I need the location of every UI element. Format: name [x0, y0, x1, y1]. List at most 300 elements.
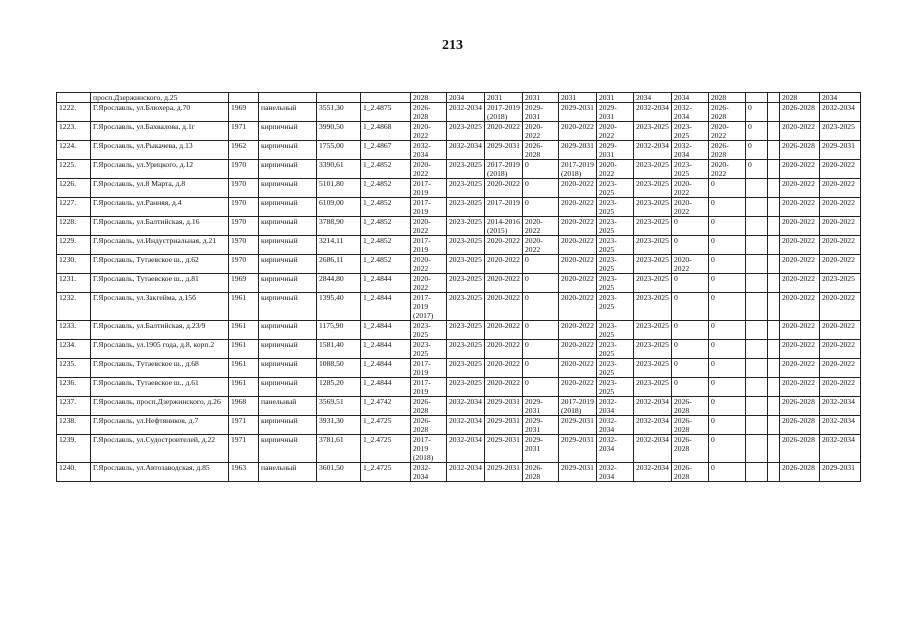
table-row	[57, 274, 861, 293]
table-row	[57, 122, 861, 141]
area-cell: 1581,40	[317, 340, 361, 359]
period-cell: 2020-2022	[709, 122, 746, 141]
area-cell: 1175,90	[317, 321, 361, 340]
period-cell: 2026-2028	[709, 103, 746, 122]
period-cell: 0	[709, 378, 746, 397]
code-cell: 1_2.4852	[361, 217, 411, 236]
address-cell: Г.Ярославль, ул.Автозаводская, д.85	[91, 463, 229, 482]
period-cell: 2026-2028	[709, 141, 746, 160]
period-cell: 2032-2034	[447, 103, 485, 122]
period-cell: 2023-2025	[447, 359, 485, 378]
period-cell: 2023-2025	[634, 321, 672, 340]
table-row	[57, 141, 861, 160]
period-cell: 2023-2025	[447, 255, 485, 274]
period-cell: 2020-2022	[485, 122, 523, 141]
code-cell: 1_2.4844	[361, 293, 411, 321]
row-number: 1234.	[57, 340, 91, 359]
period-cell: 2026-2028	[672, 463, 709, 482]
period-cell: 2032-2034	[411, 141, 447, 160]
material-cell: кирпичный	[259, 340, 317, 359]
row-number: 1224.	[57, 141, 91, 160]
material-cell: кирпичный	[259, 160, 317, 179]
period-cell: 2029-2031	[485, 463, 523, 482]
address-cell: Г.Ярославль, ул.8 Марта, д.8	[91, 179, 229, 198]
period-cell: 2020-2022	[559, 217, 597, 236]
table-row	[57, 435, 861, 463]
period-cell: 2023-2025	[447, 378, 485, 397]
table-row	[57, 359, 861, 378]
table-row	[57, 293, 861, 321]
address-cell: Г.Ярославль, ул.Закгейма, д.15б	[91, 293, 229, 321]
period-cell: 2020-2022	[485, 274, 523, 293]
table-row	[57, 103, 861, 122]
period-cell: 2028	[780, 93, 820, 103]
year-cell: 1961	[229, 293, 259, 321]
row-number: 1229.	[57, 236, 91, 255]
period-cell: 2032-2034	[820, 103, 861, 122]
table-row	[57, 397, 861, 416]
code-cell: 1_2.4725	[361, 416, 411, 435]
period-cell: 2029-2031	[559, 141, 597, 160]
period-cell: 2023-2025	[447, 321, 485, 340]
code-cell: 1_2.4852	[361, 255, 411, 274]
table-row	[57, 160, 861, 179]
period-cell: 2020-2022	[485, 378, 523, 397]
material-cell: панельный	[259, 397, 317, 416]
address-cell: Г.Ярославль, Тутаевское ш., д.61	[91, 378, 229, 397]
period-cell: 2023-2025	[634, 179, 672, 198]
table-row	[57, 416, 861, 435]
period-cell: 2017-2019 (2017)	[411, 293, 447, 321]
period-cell: 0	[523, 293, 559, 321]
code-cell: 1_2.4844	[361, 274, 411, 293]
period-cell: 2020-2022	[411, 160, 447, 179]
period-cell: 2032-2034	[634, 416, 672, 435]
period-cell	[768, 340, 780, 359]
period-cell: 2029-2031	[597, 141, 634, 160]
code-cell: 1_2.4868	[361, 122, 411, 141]
period-cell: 2032-2034	[634, 103, 672, 122]
area-cell: 1755,00	[317, 141, 361, 160]
period-cell: 2034	[672, 93, 709, 103]
period-cell: 2032-2034	[634, 435, 672, 463]
period-cell: 2020-2022	[780, 255, 820, 274]
period-cell: 0	[523, 340, 559, 359]
period-cell: 0	[709, 179, 746, 198]
year-cell: 1961	[229, 359, 259, 378]
period-cell: 2032-2034	[597, 435, 634, 463]
period-cell: 2023-2025	[634, 198, 672, 217]
period-cell: 0	[672, 378, 709, 397]
period-cell: 2026-2028	[411, 103, 447, 122]
period-cell: 2032-2034	[411, 463, 447, 482]
period-cell: 2020-2022	[523, 217, 559, 236]
period-cell	[746, 397, 768, 416]
period-cell: 0	[523, 378, 559, 397]
period-cell: 2023-2025	[634, 274, 672, 293]
area-cell: 6109,00	[317, 198, 361, 217]
period-cell	[768, 397, 780, 416]
period-cell: 2020-2022	[597, 122, 634, 141]
table-row	[57, 340, 861, 359]
period-cell: 2020-2022	[820, 160, 861, 179]
period-cell: 2023-2025	[447, 340, 485, 359]
period-cell: 2020-2022	[820, 340, 861, 359]
period-cell: 2032-2034	[597, 463, 634, 482]
period-cell: 2020-2022	[523, 236, 559, 255]
material-cell: кирпичный	[259, 217, 317, 236]
period-cell: 2026-2028	[672, 397, 709, 416]
period-cell: 2020-2022	[411, 255, 447, 274]
area-cell: 1088,50	[317, 359, 361, 378]
period-cell	[746, 274, 768, 293]
period-cell: 2020-2022	[411, 217, 447, 236]
period-cell: 2023-2025	[672, 122, 709, 141]
area-cell: 3990,50	[317, 122, 361, 141]
period-cell: 0	[523, 255, 559, 274]
period-cell: 2034	[447, 93, 485, 103]
area-cell: 2686,11	[317, 255, 361, 274]
period-cell: 2026-2028	[780, 463, 820, 482]
period-cell: 2029-2031	[559, 435, 597, 463]
period-cell	[768, 293, 780, 321]
period-cell: 2017-2019	[411, 378, 447, 397]
period-cell: 0	[709, 236, 746, 255]
period-cell: 2023-2025	[597, 321, 634, 340]
period-cell: 2023-2025	[447, 236, 485, 255]
year-cell: 1970	[229, 236, 259, 255]
area-cell: 1285,20	[317, 378, 361, 397]
period-cell: 0	[672, 321, 709, 340]
period-cell: 2020-2022	[672, 198, 709, 217]
period-cell: 2017-2019 (2018)	[559, 160, 597, 179]
period-cell: 2020-2022	[820, 321, 861, 340]
period-cell	[746, 217, 768, 236]
period-cell: 2023-2025	[447, 122, 485, 141]
period-cell	[768, 321, 780, 340]
period-cell: 2020-2022	[780, 359, 820, 378]
period-cell: 2026-2028	[672, 435, 709, 463]
table-row	[57, 255, 861, 274]
year-cell: 1961	[229, 340, 259, 359]
period-cell: 0	[746, 122, 768, 141]
material-cell: кирпичный	[259, 435, 317, 463]
period-cell: 2032-2034	[820, 397, 861, 416]
period-cell: 0	[523, 359, 559, 378]
address-cell: просп.Дзержинского, д.25	[91, 93, 229, 103]
address-cell: Г.Ярославль, Тутаевское ш., д.68	[91, 359, 229, 378]
year-cell: 1971	[229, 416, 259, 435]
area-cell: 3601,50	[317, 463, 361, 482]
period-cell: 2032-2034	[634, 463, 672, 482]
address-cell: Г.Ярославль, ул.1905 года, д.8, корп.2	[91, 340, 229, 359]
period-cell: 2032-2034	[447, 141, 485, 160]
year-cell: 1970	[229, 179, 259, 198]
period-cell: 2020-2022	[485, 255, 523, 274]
row-number: 1233.	[57, 321, 91, 340]
row-number: 1228.	[57, 217, 91, 236]
period-cell: 2028	[709, 93, 746, 103]
row-number: 1222.	[57, 103, 91, 122]
period-cell: 2020-2022	[780, 321, 820, 340]
row-number: 1235.	[57, 359, 91, 378]
period-cell: 2029-2031	[523, 103, 559, 122]
period-cell	[768, 122, 780, 141]
code-cell: 1_2.4852	[361, 160, 411, 179]
period-cell: 2020-2022	[485, 321, 523, 340]
period-cell: 2020-2022	[780, 160, 820, 179]
period-cell	[746, 416, 768, 435]
material-cell: кирпичный	[259, 122, 317, 141]
period-cell: 2023-2025	[597, 359, 634, 378]
area-cell: 3214,11	[317, 236, 361, 255]
period-cell: 2020-2022	[672, 255, 709, 274]
table-row	[57, 378, 861, 397]
period-cell: 2023-2025	[411, 321, 447, 340]
period-cell: 2023-2025	[447, 198, 485, 217]
address-cell: Г.Ярославль, ул.Балтийская, д.16	[91, 217, 229, 236]
period-cell: 2032-2034	[634, 141, 672, 160]
row-number: 1238.	[57, 416, 91, 435]
period-cell: 0	[523, 321, 559, 340]
period-cell	[746, 321, 768, 340]
period-cell: 2032-2034	[447, 397, 485, 416]
row-number: 1225.	[57, 160, 91, 179]
period-cell: 2023-2025	[634, 255, 672, 274]
code-cell: 1_2.4852	[361, 179, 411, 198]
period-cell	[768, 359, 780, 378]
code-cell: 1_2.4852	[361, 236, 411, 255]
period-cell: 2023-2025	[597, 198, 634, 217]
table-row	[57, 217, 861, 236]
period-cell: 0	[709, 255, 746, 274]
period-cell: 2023-2025	[634, 160, 672, 179]
period-cell: 2020-2022	[820, 217, 861, 236]
period-cell: 2023-2025	[634, 236, 672, 255]
code-cell: 1_2.4875	[361, 103, 411, 122]
table-row	[57, 321, 861, 340]
period-cell: 0	[672, 340, 709, 359]
period-cell: 2017-2019 (2018)	[411, 435, 447, 463]
period-cell: 2020-2022	[780, 236, 820, 255]
period-cell: 0	[746, 160, 768, 179]
period-cell: 0	[709, 416, 746, 435]
period-cell: 2023-2025	[447, 160, 485, 179]
row-number: 1223.	[57, 122, 91, 141]
table-row	[57, 463, 861, 482]
period-cell: 2023-2025	[597, 236, 634, 255]
period-cell: 2020-2022	[523, 122, 559, 141]
address-cell: Г.Ярославль, Тутаевское ш., д.62	[91, 255, 229, 274]
period-cell: 0	[523, 198, 559, 217]
period-cell: 2017-2019 (2018)	[485, 160, 523, 179]
period-cell: 2023-2025	[634, 378, 672, 397]
period-cell: 2032-2034	[597, 416, 634, 435]
year-cell: 1970	[229, 255, 259, 274]
period-cell	[746, 198, 768, 217]
area-cell: 3551,30	[317, 103, 361, 122]
period-cell: 2020-2022	[780, 274, 820, 293]
period-cell: 2020-2022	[780, 293, 820, 321]
period-cell: 2020-2022	[559, 293, 597, 321]
period-cell: 2020-2022	[485, 293, 523, 321]
period-cell	[768, 463, 780, 482]
period-cell: 2029-2031	[559, 463, 597, 482]
period-cell: 2032-2034	[672, 103, 709, 122]
material-cell: кирпичный	[259, 179, 317, 198]
period-cell: 2020-2022	[559, 122, 597, 141]
period-cell	[768, 274, 780, 293]
period-cell: 0	[709, 274, 746, 293]
area-cell: 3781,61	[317, 435, 361, 463]
period-cell: 0	[746, 141, 768, 160]
period-cell: 2032-2034	[634, 397, 672, 416]
row-number: 1232.	[57, 293, 91, 321]
period-cell	[746, 463, 768, 482]
period-cell: 2023-2025	[597, 274, 634, 293]
period-cell: 2029-2031	[485, 397, 523, 416]
material-cell: кирпичный	[259, 255, 317, 274]
period-cell: 2020-2022	[709, 160, 746, 179]
year-cell: 1971	[229, 122, 259, 141]
period-cell	[768, 236, 780, 255]
period-cell: 2026-2028	[672, 416, 709, 435]
period-cell: 0	[709, 198, 746, 217]
period-cell: 2020-2022	[559, 274, 597, 293]
code-cell: 1_2.4844	[361, 378, 411, 397]
row-number: 1236.	[57, 378, 91, 397]
period-cell: 2017-2019 (2018)	[559, 397, 597, 416]
period-cell	[746, 255, 768, 274]
code-cell: 1_2.4852	[361, 198, 411, 217]
period-cell: 2032-2034	[820, 435, 861, 463]
code-cell: 1_2.4844	[361, 321, 411, 340]
period-cell	[746, 93, 768, 103]
period-cell: 2023-2025	[447, 293, 485, 321]
period-cell: 2023-2025	[597, 378, 634, 397]
period-cell: 2020-2022	[820, 198, 861, 217]
year-cell: 1969	[229, 274, 259, 293]
period-cell: 2026-2028	[780, 416, 820, 435]
period-cell: 2020-2022	[559, 255, 597, 274]
period-cell: 2031	[559, 93, 597, 103]
period-cell	[768, 416, 780, 435]
period-cell: 2023-2025	[597, 340, 634, 359]
period-cell: 2020-2022	[820, 179, 861, 198]
period-cell: 0	[672, 293, 709, 321]
code-cell: 1_2.4725	[361, 435, 411, 463]
period-cell: 2029-2031	[559, 103, 597, 122]
material-cell: кирпичный	[259, 141, 317, 160]
address-cell: Г.Ярославль, ул.Ранняя, д.4	[91, 198, 229, 217]
period-cell	[746, 179, 768, 198]
period-cell: 0	[672, 236, 709, 255]
address-cell: Г.Ярославль, ул.Блюхера, д.70	[91, 103, 229, 122]
period-cell: 0	[709, 397, 746, 416]
year-cell: 1970	[229, 217, 259, 236]
year-cell	[229, 93, 259, 103]
year-cell: 1969	[229, 103, 259, 122]
period-cell: 2020-2022	[411, 122, 447, 141]
period-cell: 2023-2025	[634, 340, 672, 359]
period-cell: 2017-2019	[411, 198, 447, 217]
period-cell: 2020-2022	[485, 340, 523, 359]
row-number: 1230.	[57, 255, 91, 274]
period-cell: 2020-2022	[559, 359, 597, 378]
period-cell: 0	[709, 359, 746, 378]
registry-table	[56, 92, 861, 482]
period-cell: 2020-2022	[672, 179, 709, 198]
period-cell: 2020-2022	[780, 198, 820, 217]
table-row	[57, 179, 861, 198]
period-cell: 2029-2031	[485, 416, 523, 435]
year-cell: 1970	[229, 198, 259, 217]
period-cell: 2017-2019	[411, 359, 447, 378]
page-number: 213	[442, 38, 463, 53]
period-cell: 2032-2034	[820, 416, 861, 435]
code-cell: 1_2.4742	[361, 397, 411, 416]
year-cell: 1970	[229, 160, 259, 179]
material-cell: кирпичный	[259, 236, 317, 255]
material-cell: кирпичный	[259, 378, 317, 397]
period-cell: 2020-2022	[559, 340, 597, 359]
period-cell: 0	[523, 179, 559, 198]
material-cell: кирпичный	[259, 359, 317, 378]
period-cell: 0	[672, 359, 709, 378]
period-cell	[746, 236, 768, 255]
address-cell: Г.Ярославль, ул.Судостроителей, д.22	[91, 435, 229, 463]
period-cell: 2026-2028	[411, 397, 447, 416]
material-cell: кирпичный	[259, 321, 317, 340]
period-cell: 0	[709, 340, 746, 359]
period-cell: 2032-2034	[447, 435, 485, 463]
period-cell: 2017-2019	[485, 198, 523, 217]
period-cell: 2026-2028	[780, 397, 820, 416]
period-cell: 2023-2025	[820, 122, 861, 141]
table-row	[57, 236, 861, 255]
period-cell	[768, 255, 780, 274]
period-cell: 2032-2034	[447, 416, 485, 435]
area-cell: 1395,40	[317, 293, 361, 321]
period-cell: 2020-2022	[780, 122, 820, 141]
period-cell: 2026-2028	[780, 141, 820, 160]
area-cell: 3569,51	[317, 397, 361, 416]
period-cell: 2020-2022	[820, 378, 861, 397]
period-cell: 2029-2031	[523, 397, 559, 416]
year-cell: 1962	[229, 141, 259, 160]
period-cell: 0	[672, 217, 709, 236]
period-cell: 2034	[820, 93, 861, 103]
period-cell: 2017-2019	[411, 179, 447, 198]
year-cell: 1961	[229, 378, 259, 397]
period-cell: 2028	[411, 93, 447, 103]
table-row	[57, 93, 861, 103]
area-cell: 3788,90	[317, 217, 361, 236]
period-cell: 2017-2019	[411, 236, 447, 255]
period-cell: 2020-2022	[780, 378, 820, 397]
year-cell: 1963	[229, 463, 259, 482]
period-cell: 2020-2022	[820, 293, 861, 321]
address-cell: Г.Ярославль, ул.Индустриальная, д.21	[91, 236, 229, 255]
table-body	[57, 93, 861, 482]
row-number: 1226.	[57, 179, 91, 198]
material-cell	[259, 93, 317, 103]
period-cell: 2029-2031	[523, 416, 559, 435]
period-cell: 2020-2022	[411, 274, 447, 293]
area-cell: 3931,30	[317, 416, 361, 435]
period-cell	[768, 93, 780, 103]
code-cell	[361, 93, 411, 103]
